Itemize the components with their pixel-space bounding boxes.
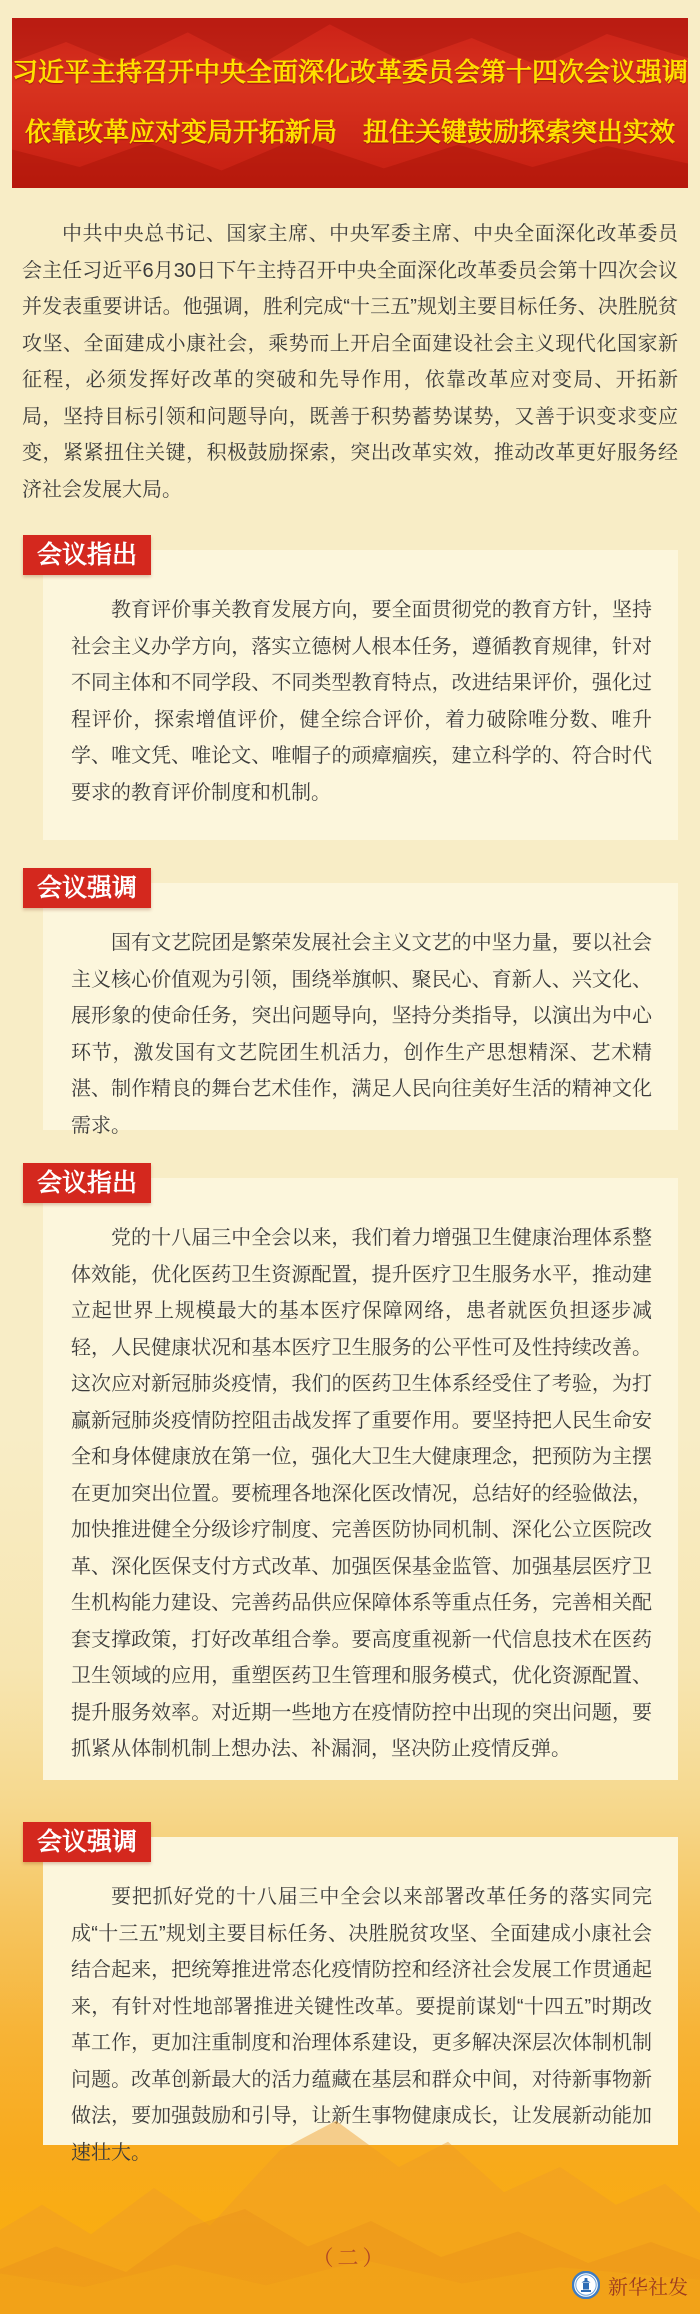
page-number: （二） [312, 2247, 388, 2270]
banner-title [12, 18, 688, 188]
section-label-2: 会议强调 [23, 868, 151, 908]
section-text-4: 要把抓好党的十八届三中全会以来部署改革任务的落实同完成“十三五”规划主要目标任务、决胜脱贫攻坚、全面建成小康社会结合起来，把统筹推进常态化疫情防控和经济社会发展工作贯通起来，有针对性地部署推进关键性改革。要提前谋划“十四五”时期改革工作，更加注重制度和治理体系建设，更多解决深层次体制机制问题。改革创新最大的活力蕴藏在基层和群众中间，对待新事物新做法，要加强鼓励和引导，让新生事物健康成长，让发展新动能加速壮大。 [71, 1886, 652, 2164]
section-text-2: 国有文艺院团是繁荣发展社会主义文艺的中坚力量，要以社会主义核心价值观为引领，围绕举旗帜、聚民心、育新人、兴文化、展形象的使命任务，突出问题导向，坚持分类指导，以演出为中心环节，激发国有文艺院团生机活力，创作生产思想精深、艺术精湛、制作精良的舞台艺术佳作，满足人民向往美好生活的精神文化需求。 [71, 932, 652, 1137]
banner-title-line2: 依靠改革应对变局开拓新局 扭住关键鼓励探索突出实效 [24, 117, 675, 147]
section-panel-1 [43, 550, 678, 840]
header-banner [12, 18, 688, 188]
section-label-4: 会议强调 [23, 1822, 151, 1862]
section-label-1: 会议指出 [23, 535, 151, 575]
section-panel-2 [43, 883, 678, 1137]
section-text-1: 教育评价事关教育发展方向，要全面贯彻党的教育方针，坚持社会主义办学方向，落实立德树人根本任务，遵循教育规律，针对不同主体和不同学段、不同类型教育特点，改进结果评价，强化过程评价，探索增值评价，健全综合评价，着力破除唯分数、唯升学、唯文凭、唯论文、唯帽子的顽瘴痼疾，建立科学的、符合时代要求的教育评价制度和机制。 [71, 599, 652, 804]
intro-paragraph: 中共中央总书记、国家主席、中央军委主席、中央全面深化改革委员会主任习近平6月30日下午主持召开中央全面深化改革委员会第十四次会议并发表重要讲话。他强调，胜利完成“十三五”规划主要目标任务、决胜脱贫攻坚、全面建成小康社会，乘势而上开启全面建设社会主义现代化国家新征程，必须发挥好改革的突破和先导作用，依靠改革应对变局、开拓新局，坚持目标引领和问题导向，既善于积势蓄势谋势，又善于识变求变应变，紧紧扭住关键，积极鼓励探索，突出改革实效，推动改革更好服务经济社会发展大局。 [22, 223, 678, 501]
xinhua-logo-icon [572, 2271, 600, 2299]
banner-title-line1: 习近平主持召开中央全面深化改革委员会第十四次会议强调 [12, 57, 688, 87]
section-text-3: 党的十八届三中全会以来，我们着力增强卫生健康治理体系整体效能，优化医药卫生资源配置，提升医疗卫生服务水平，推动建立起世界上规模最大的基本医疗保障网络，患者就医负担逐步减轻，人民健康状况和基本医疗卫生服务的公平性可及性持续改善。这次应对新冠肺炎疫情，我们的医药卫生体系经受住了考验，为打赢新冠肺炎疫情防控阻击战发挥了重要作用。要坚持把人民生命安全和身体健康放在第一位，强化大卫生大健康理念，把预防为主摆在更加突出位置。要梳理各地深化医改情况，总结好的经验做法，加快推进健全分级诊疗制度、完善医防协同机制、深化公立医院改革、深化医保支付方式改革、加强医保基金监管、加强基层医疗卫生机构能力建设、完善药品供应保障体系等重点任务，完善相关配套支撑政策，打好改革组合拳。要高度重视新一代信息技术在医药卫生领域的应用，重塑医药卫生管理和服务模式，优化资源配置、提升服务效率。对近期一些地方在疫情防控中出现的突出问题，要抓紧从体制机制上想办法、补漏洞，坚决防止疫情反弹。 [71, 1227, 652, 1760]
agency-credit [572, 2270, 688, 2300]
section-label-3: 会议指出 [23, 1163, 151, 1203]
agency-credit-text: 新华社发 [608, 2276, 688, 2299]
section-panel-3 [43, 1178, 678, 1780]
